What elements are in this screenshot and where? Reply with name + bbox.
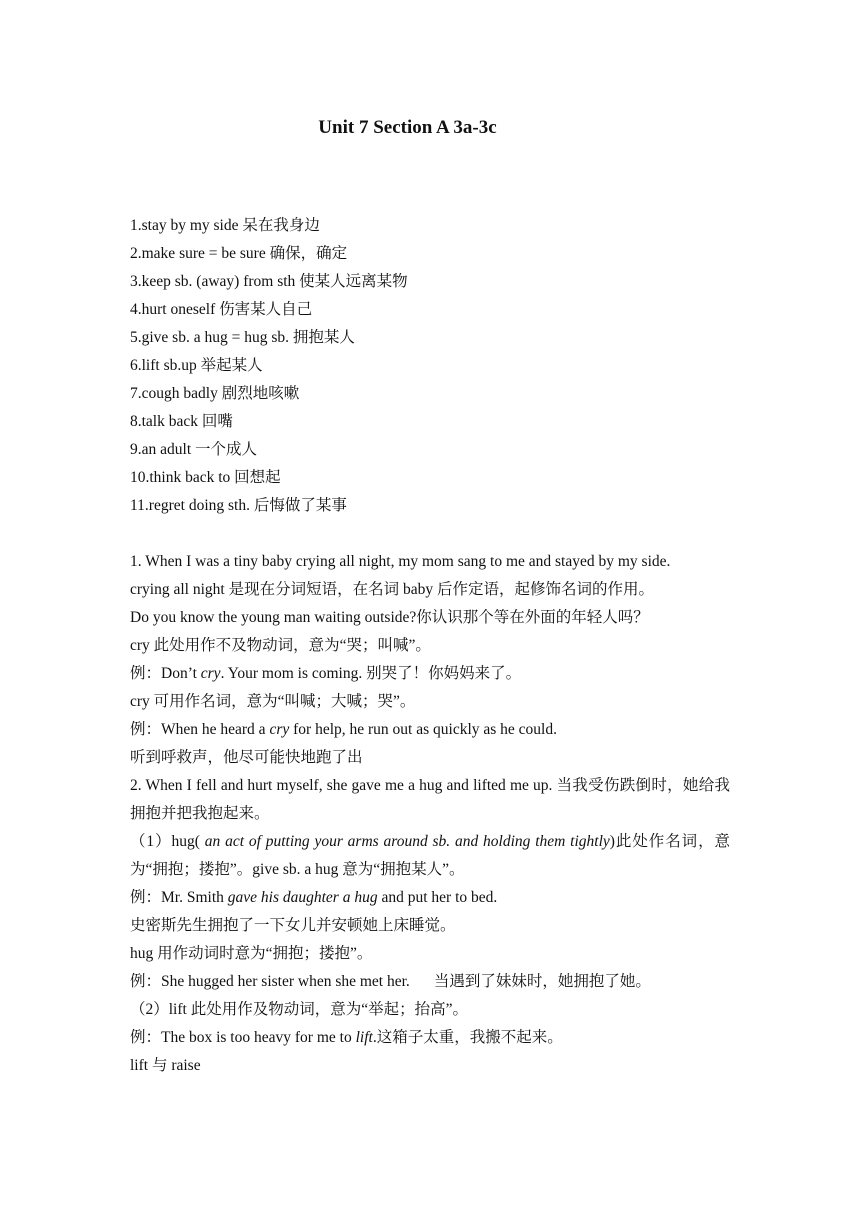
example-text: .这箱子太重，我搬不起来。 [372, 1029, 563, 1046]
example-text: for help, he run out as quickly as he could. [289, 721, 557, 738]
cry-example-2-translation: 听到呼救声，他尽可能快地跑了出 [130, 749, 363, 766]
cry-verb-note: cry 此处用作不及物动词，意为“哭；叫喊”。 [130, 637, 431, 654]
hug-example-2 [130, 968, 730, 996]
sentence-1: 1. When I was a tiny baby crying all night, my mom sang to me and stayed by my side. [130, 553, 671, 570]
sentence-notes [130, 548, 730, 1080]
example-emphasis: cry [269, 721, 290, 738]
vocab-item: 6.lift sb.up 举起某人 [130, 357, 263, 374]
example-text: and put her to bed. [377, 889, 498, 906]
vocab-item: 10.think back to 回想起 [130, 469, 281, 486]
hug-noun-note [130, 828, 730, 884]
lift-note: （2）lift 此处用作及物动词，意为“举起；抬高”。 [130, 1001, 468, 1018]
example-translation: 当遇到了妹妹时，她拥抱了她。 [433, 973, 651, 990]
hug-example-1 [130, 884, 730, 912]
note-text: )此处作名词，意为“拥抱；搂抱”。give sb. a hug 意为“拥抱某人”。 [130, 833, 731, 878]
document-body [130, 212, 730, 1080]
example-text: 例：The box is too heavy for me to [130, 1029, 356, 1046]
cry-example-1 [130, 660, 730, 688]
vocab-item: 3.keep sb. (away) from sth 使某人远离某物 [130, 273, 408, 290]
hug-verb-note: hug 用作动词时意为“拥抱；搂抱”。 [130, 945, 373, 962]
sentence-1-example: Do you know the young man waiting outside?你认识那个等在外面的年轻人吗？ [130, 609, 649, 626]
cry-noun-note: cry 可用作名词，意为“叫喊；大喊；哭”。 [130, 693, 416, 710]
example-text: 例：She hugged her sister when she met her. [130, 973, 410, 990]
vocab-item: 5.give sb. a hug = hug sb. 拥抱某人 [130, 329, 355, 346]
example-emphasis: cry [200, 665, 221, 682]
note-text: （1）hug( [130, 833, 205, 850]
lift-raise-heading: lift 与 raise [130, 1057, 201, 1074]
sentence-1-explanation: crying all night 是现在分词短语，在名词 baby 后作定语，起修饰名词的作用。 [130, 581, 654, 598]
vocab-item: 8.talk back 回嘴 [130, 413, 233, 430]
vocab-item: 1.stay by my side 呆在我身边 [130, 217, 320, 234]
cry-example-2 [130, 716, 730, 744]
example-emphasis: lift [355, 1029, 373, 1046]
note-emphasis: an act of putting your arms around sb. and holding them tightly [204, 833, 610, 850]
example-text: 例：Mr. Smith [130, 889, 228, 906]
vocab-item: 4.hurt oneself 伤害某人自己 [130, 301, 313, 318]
hug-example-1-translation: 史密斯先生拥抱了一下女儿并安顿她上床睡觉。 [130, 917, 456, 934]
vocab-list [130, 212, 730, 520]
page-title: Unit 7 Section A 3a-3c [318, 117, 497, 138]
example-text: . Your mom is coming. 别哭了！你妈妈来了。 [220, 665, 522, 682]
sentence-2: 2. When I fell and hurt myself, she gave me a hug and lifted me up. 当我受伤跌倒时，她给我拥抱并把我抱起来。 [130, 777, 730, 822]
vocab-item: 9.an adult 一个成人 [130, 441, 257, 458]
spacer [130, 520, 730, 548]
example-text: 例：When he heard a [130, 721, 270, 738]
example-text: 例：Don’t [130, 665, 201, 682]
vocab-item: 7.cough badly 剧烈地咳嗽 [130, 385, 300, 402]
example-emphasis: gave his daughter a hug [227, 889, 378, 906]
vocab-item: 11.regret doing sth. 后悔做了某事 [130, 497, 347, 514]
vocab-item: 2.make sure = be sure 确保，确定 [130, 245, 348, 262]
lift-example [130, 1024, 730, 1052]
